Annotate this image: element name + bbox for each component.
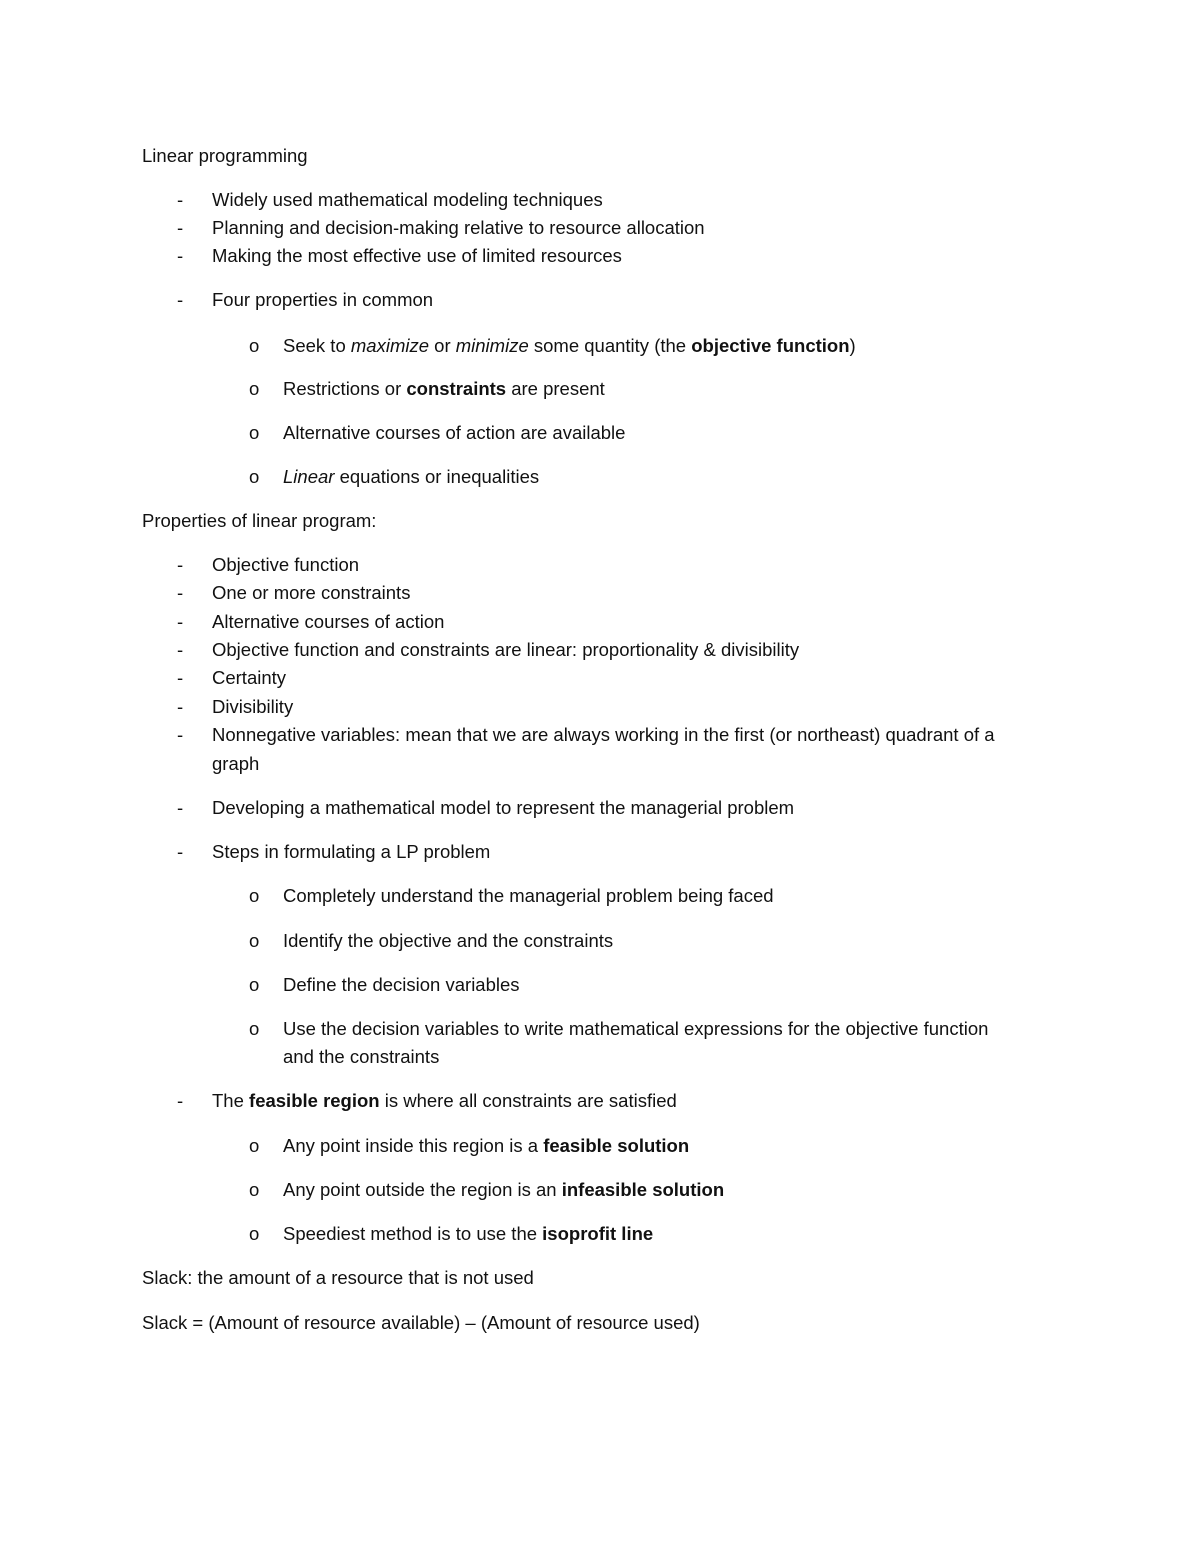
text-run: is where all constraints are satisfied [379, 1090, 677, 1111]
list-item: Objective function [212, 554, 360, 575]
list-item: Nonnegative variables: mean that we are always working in the first (or northeast) quadrant of a [212, 724, 995, 745]
bold-run: feasible solution [543, 1135, 690, 1156]
sub-marker: o [249, 1179, 260, 1200]
dash-marker: - [177, 667, 184, 688]
sub-item: Alternative courses of action are available [283, 422, 626, 443]
sub-marker: o [249, 974, 260, 995]
list-item: Objective function and constraints are linear: proportionality & divisibility [212, 639, 800, 660]
dash-marker: - [177, 554, 184, 575]
sub-marker: o [249, 466, 260, 487]
list-item: Planning and decision-making relative to resource allocation [212, 217, 705, 238]
dash-marker: - [177, 724, 184, 745]
sub-item-continuation: and the constraints [283, 1046, 440, 1067]
text-run: are present [506, 378, 605, 399]
text-run: Seek to [283, 335, 351, 356]
dash-marker: - [177, 1090, 184, 1111]
list-item [212, 1092, 677, 1111]
list-item: Alternative courses of action [212, 611, 445, 632]
sub-marker: o [249, 930, 260, 951]
text-run: The [212, 1090, 250, 1111]
text-run: ) [849, 335, 856, 356]
dash-marker: - [177, 797, 184, 818]
text-run: Restrictions or [283, 378, 407, 399]
sub-item [283, 1137, 689, 1156]
italic-run: maximize [350, 335, 430, 356]
italic-run: minimize [455, 335, 529, 356]
dash-marker: - [177, 217, 184, 238]
dash-marker: - [177, 582, 184, 603]
text-run: Speediest method is to use the [283, 1223, 543, 1244]
list-item: One or more constraints [212, 582, 411, 603]
sub-item: Use the decision variables to write mathematical expressions for the objective function [283, 1018, 989, 1039]
text-run: equations or inequalities [334, 466, 540, 487]
sub-marker: o [249, 1135, 260, 1156]
list-item: Steps in formulating a LP problem [212, 841, 491, 862]
italic-run: Linear [283, 466, 335, 487]
sub-marker: o [249, 885, 260, 906]
sub-item: Identify the objective and the constraints [283, 930, 614, 951]
dash-marker: - [177, 639, 184, 660]
bold-run: isoprofit line [542, 1223, 654, 1244]
heading-linear-programming: Linear programming [142, 145, 308, 166]
sub-marker: o [249, 1223, 260, 1244]
sub-marker: o [249, 335, 260, 356]
dash-marker: - [177, 289, 184, 310]
bold-run: infeasible solution [561, 1179, 725, 1200]
slack-formula: Slack = (Amount of resource available) – (Amount of resource used) [142, 1312, 700, 1333]
dash-marker: - [177, 841, 184, 862]
dash-marker: - [177, 611, 184, 632]
text-run: Any point outside the region is an [283, 1179, 562, 1200]
sub-item: Completely understand the managerial problem being faced [283, 885, 774, 906]
sub-item [283, 468, 539, 487]
heading-properties: Properties of linear program: [142, 510, 377, 531]
sub-marker: o [249, 378, 260, 399]
bold-run: objective function [691, 335, 850, 356]
list-item-continuation: graph [212, 753, 260, 774]
dash-marker: - [177, 245, 184, 266]
list-item: Developing a mathematical model to represent the managerial problem [212, 797, 795, 818]
bold-run: feasible region [249, 1090, 380, 1111]
sub-marker: o [249, 1018, 260, 1039]
list-item: Widely used mathematical modeling techniques [212, 189, 603, 210]
text-run: Any point inside this region is a [283, 1135, 544, 1156]
slack-definition: Slack: the amount of a resource that is not used [142, 1267, 534, 1288]
text-run: some quantity (the [528, 335, 692, 356]
list-item: Four properties in common [212, 289, 434, 310]
sub-item [283, 380, 605, 399]
sub-item [283, 1225, 653, 1244]
dash-marker: - [177, 189, 184, 210]
bold-run: constraints [406, 378, 507, 399]
sub-marker: o [249, 422, 260, 443]
sub-item [283, 337, 856, 356]
list-item: Making the most effective use of limited resources [212, 245, 622, 266]
list-item: Certainty [212, 667, 287, 688]
sub-item [283, 1181, 724, 1200]
list-item: Divisibility [212, 696, 294, 717]
text-run: or [429, 335, 456, 356]
sub-item: Define the decision variables [283, 974, 520, 995]
dash-marker: - [177, 696, 184, 717]
